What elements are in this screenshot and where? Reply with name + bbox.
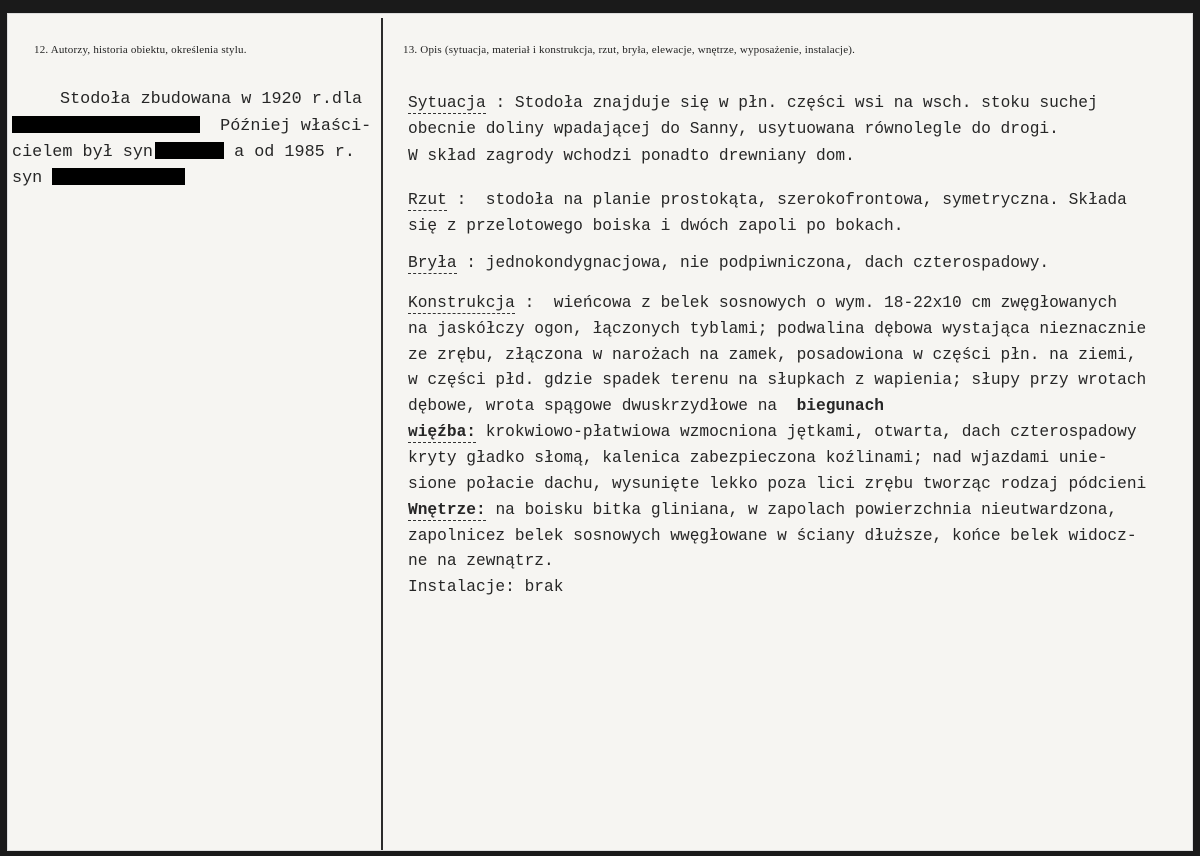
- sytuacja-text-1: Stodoła znajduje się w płn. części wsi na wsch. stoku suchej: [514, 94, 1098, 112]
- sytuacja-colon: :: [495, 94, 506, 112]
- wnetrze-label: Wnętrze:: [408, 501, 486, 519]
- sytuacja-line-2: obecnie doliny wpadającej do Sanny, usytuowana równolegle do drogi.: [408, 120, 1059, 138]
- bryla-line-1: [408, 254, 1049, 272]
- sytuacja-line-1: [408, 94, 1098, 112]
- wiezba-label: więźba:: [408, 423, 476, 441]
- left-line-2-text: Później właści-: [220, 117, 372, 136]
- konstrukcja-line-1: [408, 294, 1117, 312]
- rzut-label: Rzut: [408, 191, 447, 209]
- bryla-text-1: : jednokondygnacjowa, nie podpiwniczona, dach czterospadowy.: [466, 254, 1050, 272]
- konstrukcja-colon: :: [524, 294, 535, 312]
- header-description: 13. Opis (sytuacja, materiał i konstrukcja, rzut, bryła, elewacje, wnętrze, wyposażenie, instalacje).: [403, 44, 856, 56]
- wiezba-line-2: kryty gładko słomą, kalenica zabezpieczona koźlinami; nad wjazdami unie-: [408, 449, 1108, 467]
- redaction-bar: [155, 142, 224, 159]
- wnetrze-line-1: [408, 501, 1117, 519]
- konstrukcja-text-1: wieńcowa z belek sosnowych o wym. 18-22x10 cm zwęgłowanych: [553, 294, 1118, 312]
- left-line-3: [12, 142, 355, 162]
- document-sheet: [8, 14, 1192, 850]
- redaction-bar: [52, 168, 185, 185]
- rzut-text-1: stodoła na planie prostokąta, szerokofrontowa, symetryczna. Składa: [485, 191, 1127, 209]
- konstrukcja-text-5b: biegunach: [796, 397, 885, 415]
- wiezba-text-1: krokwiowo-płatwiowa wzmocniona jętkami, otwarta, dach czterospadowy: [485, 423, 1137, 441]
- konstrukcja-text-5a: dębowe, wrota spągowe dwuskrzydłowe na: [408, 397, 778, 415]
- wiezba-line-3: sione połacie dachu, wysunięte lekko poza lici zrębu tworząc rodzaj pódcieni: [408, 475, 1147, 493]
- sytuacja-line-3: W skład zagrody wchodzi ponadto drewniany dom.: [408, 147, 855, 165]
- header-authors-history: 12. Autorzy, historia obiektu, określenia stylu.: [34, 44, 247, 56]
- wnetrze-text-1: na boisku bitka gliniana, w zapolach powierzchnia nieutwardzona,: [495, 501, 1118, 519]
- instalacje-line: Instalacje: brak: [408, 578, 564, 596]
- sytuacja-label: Sytuacja: [408, 94, 486, 112]
- left-line-2: [12, 116, 371, 136]
- wnetrze-line-2: zapolnicez belek sosnowych wwęgłowane w ściany dłuższe, końce belek widocz-: [408, 527, 1137, 545]
- redaction-bar: [12, 116, 200, 133]
- left-line-1: Stodoła zbudowana w 1920 r.dla: [60, 90, 363, 109]
- konstrukcja-line-3: ze zrębu, złączona w narożach na zamek, posadowiona w części płn. na ziemi,: [408, 346, 1137, 364]
- column-divider: [381, 18, 383, 850]
- konstrukcja-label: Konstrukcja: [408, 294, 515, 312]
- left-line-4: [12, 168, 185, 188]
- rzut-line-1: [408, 191, 1127, 209]
- rzut-line-2: się z przelotowego boiska i dwóch zapoli po bokach.: [408, 217, 904, 235]
- wnetrze-line-3: ne na zewnątrz.: [408, 552, 554, 570]
- left-line-4-text: syn: [12, 169, 43, 188]
- wiezba-line-1: [408, 423, 1137, 441]
- konstrukcja-line-4: w części płd. gdzie spadek terenu na słupkach z wapienia; słupy przy wrotach: [408, 371, 1147, 389]
- rzut-colon: :: [456, 191, 467, 209]
- bryla-label: Bryła: [408, 254, 457, 272]
- konstrukcja-line-2: na jaskółczy ogon, łączonych tyblami; podwalina dębowa wystająca nieznacznie: [408, 320, 1147, 338]
- konstrukcja-line-5: [408, 397, 884, 415]
- left-line-3b: a od 1985 r.: [234, 143, 355, 162]
- left-line-3a: cielem był syn: [12, 143, 153, 162]
